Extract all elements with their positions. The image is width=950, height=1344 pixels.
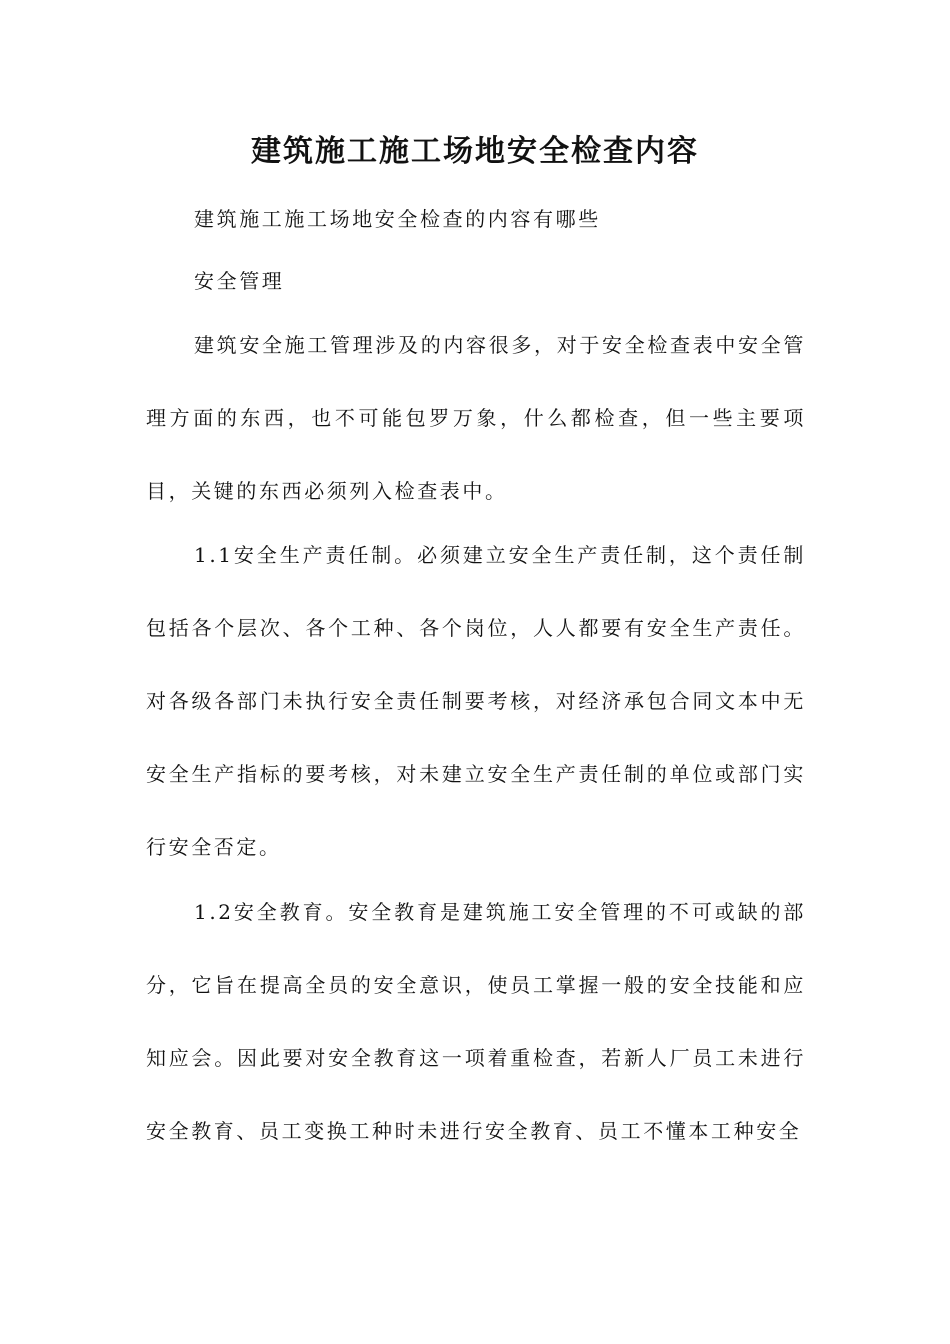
paragraph-education: 1.2安全教育。安全教育是建筑施工安全管理的不可或缺的部分，它旨在提高全员的安全意识，使员工掌握一般的安全技能和应知应会。因此要对安全教育这一项着重检查，若新人厂员工未进行安全教育、员工变换工种时未进行安全教育、员工不懂本工种安全 <box>146 900 806 1143</box>
paragraph-section-heading: 安全管理 <box>194 269 285 293</box>
document-title: 建筑施工施工场地安全检查内容 <box>251 134 699 169</box>
paragraph-responsibility: 1.1安全生产责任制。必须建立安全生产责任制，这个责任制包括各个层次、各个工种、各个岗位，人人都要有安全生产责任。对各级各部门未执行安全责任制要考核，对经济承包合同文本中无安全生产指标的要考核，对未建立安全生产责任制的单位或部门实行安全否定。 <box>146 543 806 859</box>
paragraph-intro: 建筑安全施工管理涉及的内容很多，对于安全检查表中安全管理方面的东西，也不可能包罗万象，什么都检查，但一些主要项目，关键的东西必须列入检查表中。 <box>146 333 806 503</box>
paragraph-subtitle: 建筑施工施工场地安全检查的内容有哪些 <box>194 207 601 231</box>
